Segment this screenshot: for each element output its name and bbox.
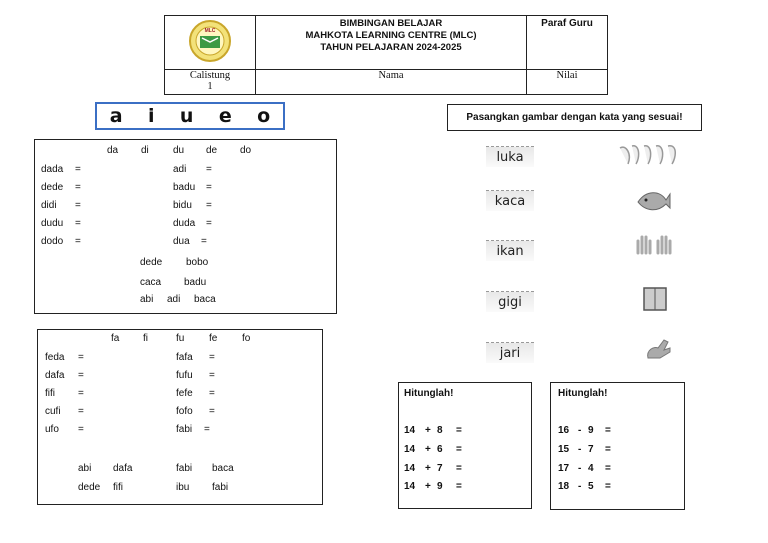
window-picture-icon xyxy=(642,286,668,312)
equals-sign: = xyxy=(605,463,611,474)
equals-sign: = xyxy=(456,481,462,492)
subject-number: 1 xyxy=(207,81,213,92)
word-right: dua xyxy=(173,236,190,247)
syllable-head: do xyxy=(240,145,252,156)
title-line-1: BIMBINGAN BELAJAR xyxy=(339,18,443,29)
reading-word: dafa xyxy=(113,463,133,474)
word-left: dada xyxy=(41,164,64,175)
reading-word: badu xyxy=(184,277,207,288)
equals-sign: = xyxy=(75,182,81,193)
math-box-addition xyxy=(398,382,532,509)
equals-sign: = xyxy=(209,352,215,363)
math-operand: 6 xyxy=(437,444,443,455)
reading-word: ibu xyxy=(176,482,190,493)
word-left: fifi xyxy=(45,388,55,399)
reading-word: caca xyxy=(140,277,162,288)
word-left: cufi xyxy=(45,406,61,417)
word-right: fofo xyxy=(176,406,193,417)
equals-sign: = xyxy=(206,182,212,193)
math-operand: 9 xyxy=(437,481,443,492)
math-operand: 4 xyxy=(588,463,594,474)
reading-word: adi xyxy=(167,294,181,305)
equals-sign: = xyxy=(78,370,84,381)
mlc-logo-icon xyxy=(188,18,232,64)
vowel-box xyxy=(95,102,285,130)
equals-sign: = xyxy=(456,425,462,436)
math-operand: 14 xyxy=(404,463,416,474)
reading-word: fabi xyxy=(176,463,193,474)
syllable-head: fe xyxy=(209,333,218,344)
syllable-head: du xyxy=(173,145,185,156)
equals-sign: = xyxy=(206,218,212,229)
reading-word: bobo xyxy=(186,257,209,268)
word-left: didi xyxy=(41,200,57,211)
equals-sign: = xyxy=(78,424,84,435)
word-right: adi xyxy=(173,164,187,175)
equals-sign: = xyxy=(78,406,84,417)
math-box-subtraction xyxy=(550,382,685,510)
word-right: fafa xyxy=(176,352,193,363)
math-title: Hitunglah! xyxy=(558,388,608,399)
math-title: Hitunglah! xyxy=(404,388,454,399)
reading-word: fabi xyxy=(212,482,229,493)
equals-sign: = xyxy=(78,388,84,399)
vowel: a xyxy=(109,105,123,127)
word-card: ikan xyxy=(486,240,534,261)
nama-field: Nama xyxy=(256,70,527,95)
equals-sign: = xyxy=(209,406,215,417)
equals-sign: = xyxy=(206,164,212,175)
matching-instruction: Pasangkan gambar dengan kata yang sesuai! xyxy=(447,104,702,131)
math-operator: + xyxy=(425,425,431,436)
reading-word: fifi xyxy=(113,482,123,493)
word-right: fefe xyxy=(176,388,193,399)
word-right: fabi xyxy=(176,424,193,435)
equals-sign: = xyxy=(456,463,462,474)
word-right: bidu xyxy=(173,200,192,211)
math-operand: 14 xyxy=(404,425,416,436)
equals-sign: = xyxy=(78,352,84,363)
math-operator: - xyxy=(578,425,582,436)
equals-sign: = xyxy=(75,236,81,247)
word-right: duda xyxy=(173,218,196,229)
word-card: luka xyxy=(486,146,534,167)
vowel: u xyxy=(179,105,194,127)
subject-cell xyxy=(165,70,256,95)
subject-name: Calistung xyxy=(189,70,231,81)
header-table xyxy=(164,15,608,95)
word-right: badu xyxy=(173,182,196,193)
bandaged-hand-picture-icon xyxy=(644,336,674,362)
math-operand: 8 xyxy=(437,425,443,436)
word-left: dodo xyxy=(41,236,64,247)
title-line-2: MAHKOTA LEARNING CENTRE (MLC) xyxy=(305,30,477,41)
math-operand: 14 xyxy=(404,444,416,455)
math-operand: 18 xyxy=(558,481,570,492)
vowel: o xyxy=(257,105,271,127)
math-operand: 5 xyxy=(588,481,594,492)
syllable-head: da xyxy=(107,145,119,156)
math-operand: 7 xyxy=(588,444,594,455)
math-operator: + xyxy=(425,481,431,492)
svg-text:MLC: MLC xyxy=(204,28,216,34)
title-line-3: TAHUN PELAJARAN 2024-2025 xyxy=(320,42,462,53)
vowel: e xyxy=(218,105,232,127)
header-title xyxy=(256,16,527,70)
math-operand: 7 xyxy=(437,463,443,474)
syllable-head: fo xyxy=(242,333,251,344)
equals-sign: = xyxy=(75,218,81,229)
word-left: feda xyxy=(45,352,65,363)
logo-cell xyxy=(165,16,256,70)
word-card: gigi xyxy=(486,291,534,312)
syllable-head: fa xyxy=(111,333,120,344)
paraf-guru-label: Paraf Guru xyxy=(527,16,608,70)
nilai-field: Nilai xyxy=(527,70,608,95)
equals-sign: = xyxy=(605,444,611,455)
reading-word: dede xyxy=(78,482,101,493)
syllable-head: fu xyxy=(176,333,185,344)
syllable-d-box xyxy=(34,139,337,314)
syllable-head: fi xyxy=(143,333,148,344)
vowel: i xyxy=(147,105,155,127)
equals-sign: = xyxy=(75,200,81,211)
word-left: dede xyxy=(41,182,64,193)
equals-sign: = xyxy=(456,444,462,455)
equals-sign: = xyxy=(209,388,215,399)
fish-picture-icon xyxy=(636,186,672,216)
math-operand: 9 xyxy=(588,425,594,436)
math-operator: - xyxy=(578,444,582,455)
equals-sign: = xyxy=(209,370,215,381)
reading-word: baca xyxy=(194,294,216,305)
equals-sign: = xyxy=(605,425,611,436)
equals-sign: = xyxy=(75,164,81,175)
math-operand: 14 xyxy=(404,481,416,492)
equals-sign: = xyxy=(206,200,212,211)
math-operator: - xyxy=(578,481,582,492)
word-left: ufo xyxy=(45,424,59,435)
reading-word: abi xyxy=(140,294,154,305)
equals-sign: = xyxy=(605,481,611,492)
equals-sign: = xyxy=(204,424,210,435)
reading-word: dede xyxy=(140,257,163,268)
syllable-f-box xyxy=(37,329,323,505)
equals-sign: = xyxy=(201,236,207,247)
reading-word: abi xyxy=(78,463,92,474)
syllable-head: di xyxy=(141,145,149,156)
math-operator: + xyxy=(425,463,431,474)
word-right: fufu xyxy=(176,370,193,381)
word-left: dudu xyxy=(41,218,64,229)
teeth-picture-icon xyxy=(618,142,680,168)
math-operator: - xyxy=(578,463,582,474)
math-operand: 16 xyxy=(558,425,570,436)
word-card: jari xyxy=(486,342,534,363)
word-left: dafa xyxy=(45,370,65,381)
math-operand: 15 xyxy=(558,444,570,455)
reading-word: baca xyxy=(212,463,234,474)
hands-picture-icon xyxy=(634,233,678,255)
math-operand: 17 xyxy=(558,463,570,474)
math-operator: + xyxy=(425,444,431,455)
syllable-head: de xyxy=(206,145,218,156)
word-card: kaca xyxy=(486,190,534,211)
